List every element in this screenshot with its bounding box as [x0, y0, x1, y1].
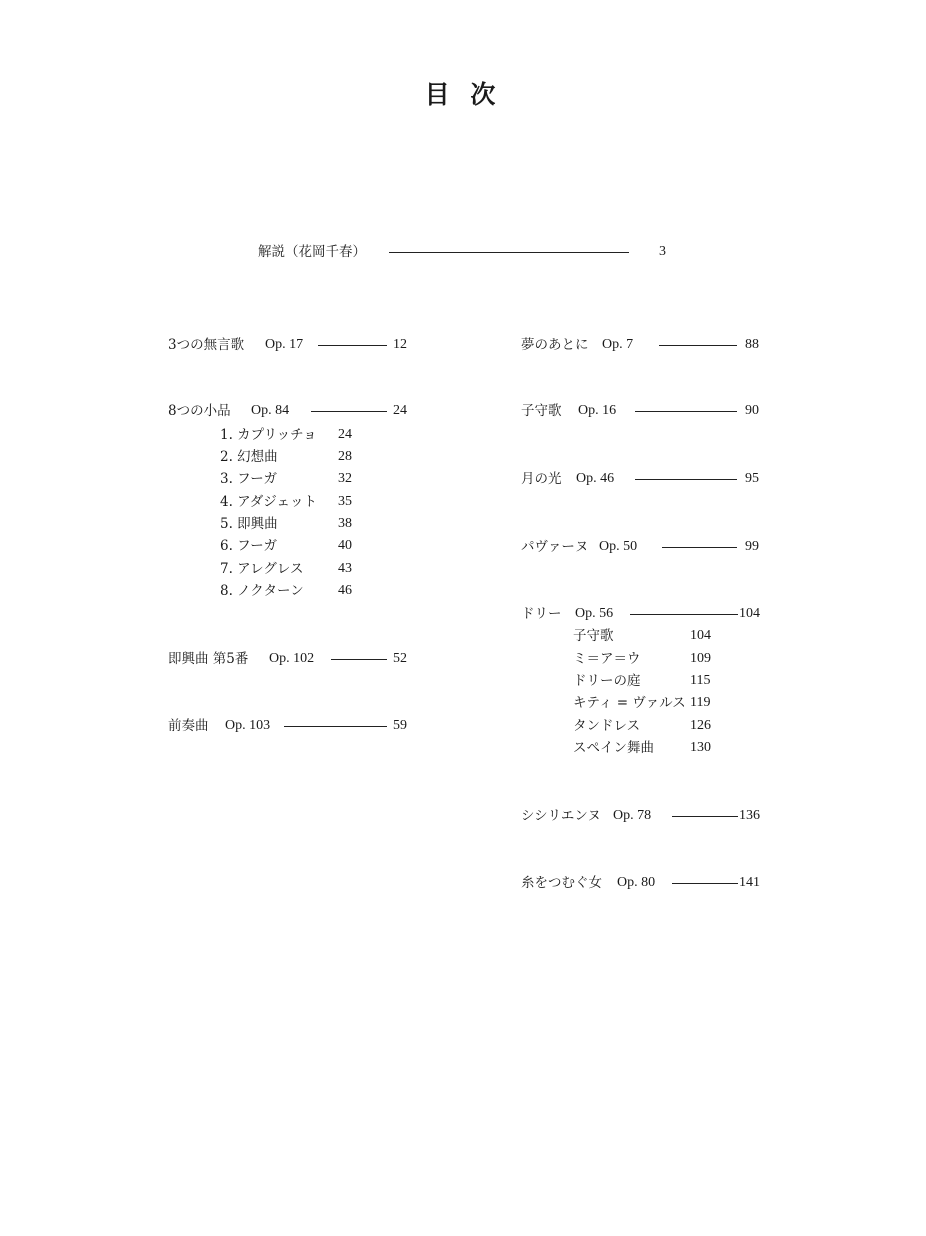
page-number: 119: [690, 695, 711, 710]
toc-subentry: [573, 715, 723, 737]
page-number: 95: [745, 471, 759, 486]
page-number: 43: [338, 561, 352, 576]
leader-line: [662, 547, 737, 548]
leader-line: [635, 479, 737, 480]
entry-title: 3つの無言歌: [168, 337, 245, 353]
page-number: 24: [338, 427, 352, 442]
toc-entry-op84: [168, 400, 408, 422]
page-number: 38: [338, 516, 352, 531]
toc-entry-op56: [521, 603, 761, 625]
page-number: 109: [690, 651, 711, 666]
opus-number: Op. 16: [578, 403, 617, 418]
page-title: 目 次: [424, 80, 502, 109]
opus-number: Op. 103: [225, 718, 271, 733]
page-number: 104: [690, 628, 711, 643]
page-number: 52: [393, 651, 407, 666]
leader-line: [331, 659, 387, 660]
leader-line: [284, 726, 387, 727]
toc-subentry: [220, 558, 360, 580]
entry-title: ドリー: [521, 606, 562, 622]
toc-entry-op17: [168, 334, 408, 356]
toc-entry-op78: [521, 805, 761, 827]
opus-number: Op. 84: [251, 403, 290, 418]
toc-subentry: [220, 535, 360, 557]
page-number: 32: [338, 471, 352, 486]
page-number: 88: [745, 337, 759, 352]
page-number: 90: [745, 403, 759, 418]
page-number: 115: [690, 673, 711, 688]
page-number: 24: [393, 403, 407, 418]
opus-number: Op. 7: [602, 337, 634, 352]
page-number: 59: [393, 718, 407, 733]
entry-title: 糸をつむぐ女: [521, 875, 602, 891]
page-number: 46: [338, 583, 352, 598]
entry-title: 8つの小品: [168, 403, 231, 419]
toc-subentry: [573, 625, 723, 647]
page-number: 136: [739, 808, 760, 823]
subentry-title: 2. 幻想曲: [220, 449, 278, 465]
subentry-title: タンドレス: [573, 718, 641, 734]
page-number: 28: [338, 449, 352, 464]
toc-subentry: [573, 648, 723, 670]
subentry-title: 1. カプリッチョ: [220, 427, 317, 443]
toc-entry-intro: [258, 241, 678, 263]
subentry-title: 8. ノクターン: [220, 583, 304, 599]
toc-entry-op46: [521, 468, 761, 490]
entry-title: 解説（花岡千春）: [258, 244, 366, 260]
subentry-title: スペイン舞曲: [573, 740, 654, 756]
leader-line: [672, 883, 738, 884]
page-number: 126: [690, 718, 711, 733]
entry-title: パヴァーヌ: [521, 539, 589, 555]
toc-subentry: [220, 580, 360, 602]
toc-subentry: [220, 446, 360, 468]
subentry-title: 3. フーガ: [220, 471, 277, 487]
leader-line: [311, 411, 387, 412]
leader-line: [659, 345, 737, 346]
entry-title: 子守歌: [521, 403, 562, 419]
subentry-title: 6. フーガ: [220, 538, 277, 554]
subentry-title: 子守歌: [573, 628, 614, 644]
opus-number: Op. 78: [613, 808, 652, 823]
page-number: 12: [393, 337, 407, 352]
opus-number: Op. 46: [576, 471, 615, 486]
toc-subentry: [573, 692, 723, 714]
leader-line: [635, 411, 737, 412]
entry-title: 月の光: [521, 471, 562, 487]
subentry-title: キティ = ヴァルス: [573, 695, 686, 711]
entry-title: シシリエンヌ: [521, 808, 601, 824]
subentry-title: 4. アダジェット: [220, 494, 317, 510]
page-number: 40: [338, 538, 352, 553]
leader-line: [672, 816, 738, 817]
opus-number: Op. 56: [575, 606, 614, 621]
page-number: 104: [739, 606, 760, 621]
subentry-title: 5. 即興曲: [220, 516, 278, 532]
toc-entry-op80: [521, 872, 761, 894]
entry-title: 即興曲 第5番: [168, 651, 249, 667]
toc-subentry: [573, 670, 723, 692]
opus-number: Op. 17: [265, 337, 304, 352]
page-number: 3: [659, 244, 666, 259]
toc-subentry: [220, 513, 360, 535]
page-number: 130: [690, 740, 711, 755]
subentry-title: ミ＝ア＝ウ: [573, 651, 641, 667]
page-number: 141: [739, 875, 760, 890]
toc-subentry: [220, 468, 360, 490]
subentry-title: ドリーの庭: [573, 673, 641, 689]
toc-entry-op103: [168, 715, 408, 737]
page-number: 35: [338, 494, 352, 509]
toc-entry-op7: [521, 334, 761, 356]
leader-line: [389, 252, 629, 253]
opus-number: Op. 50: [599, 539, 638, 554]
entry-title: 夢のあとに: [521, 337, 589, 353]
entry-title: 前奏曲: [168, 718, 209, 734]
toc-entry-op102: [168, 648, 408, 670]
opus-number: Op. 102: [269, 651, 315, 666]
leader-line: [630, 614, 738, 615]
leader-line: [318, 345, 387, 346]
toc-subentry: [573, 737, 723, 759]
toc-entry-op16: [521, 400, 761, 422]
subentry-title: 7. アレグレス: [220, 561, 304, 577]
page-number: 99: [745, 539, 759, 554]
toc-subentry: [220, 424, 360, 446]
toc-entry-op50: [521, 536, 761, 558]
toc-subentry: [220, 491, 360, 513]
opus-number: Op. 80: [617, 875, 656, 890]
